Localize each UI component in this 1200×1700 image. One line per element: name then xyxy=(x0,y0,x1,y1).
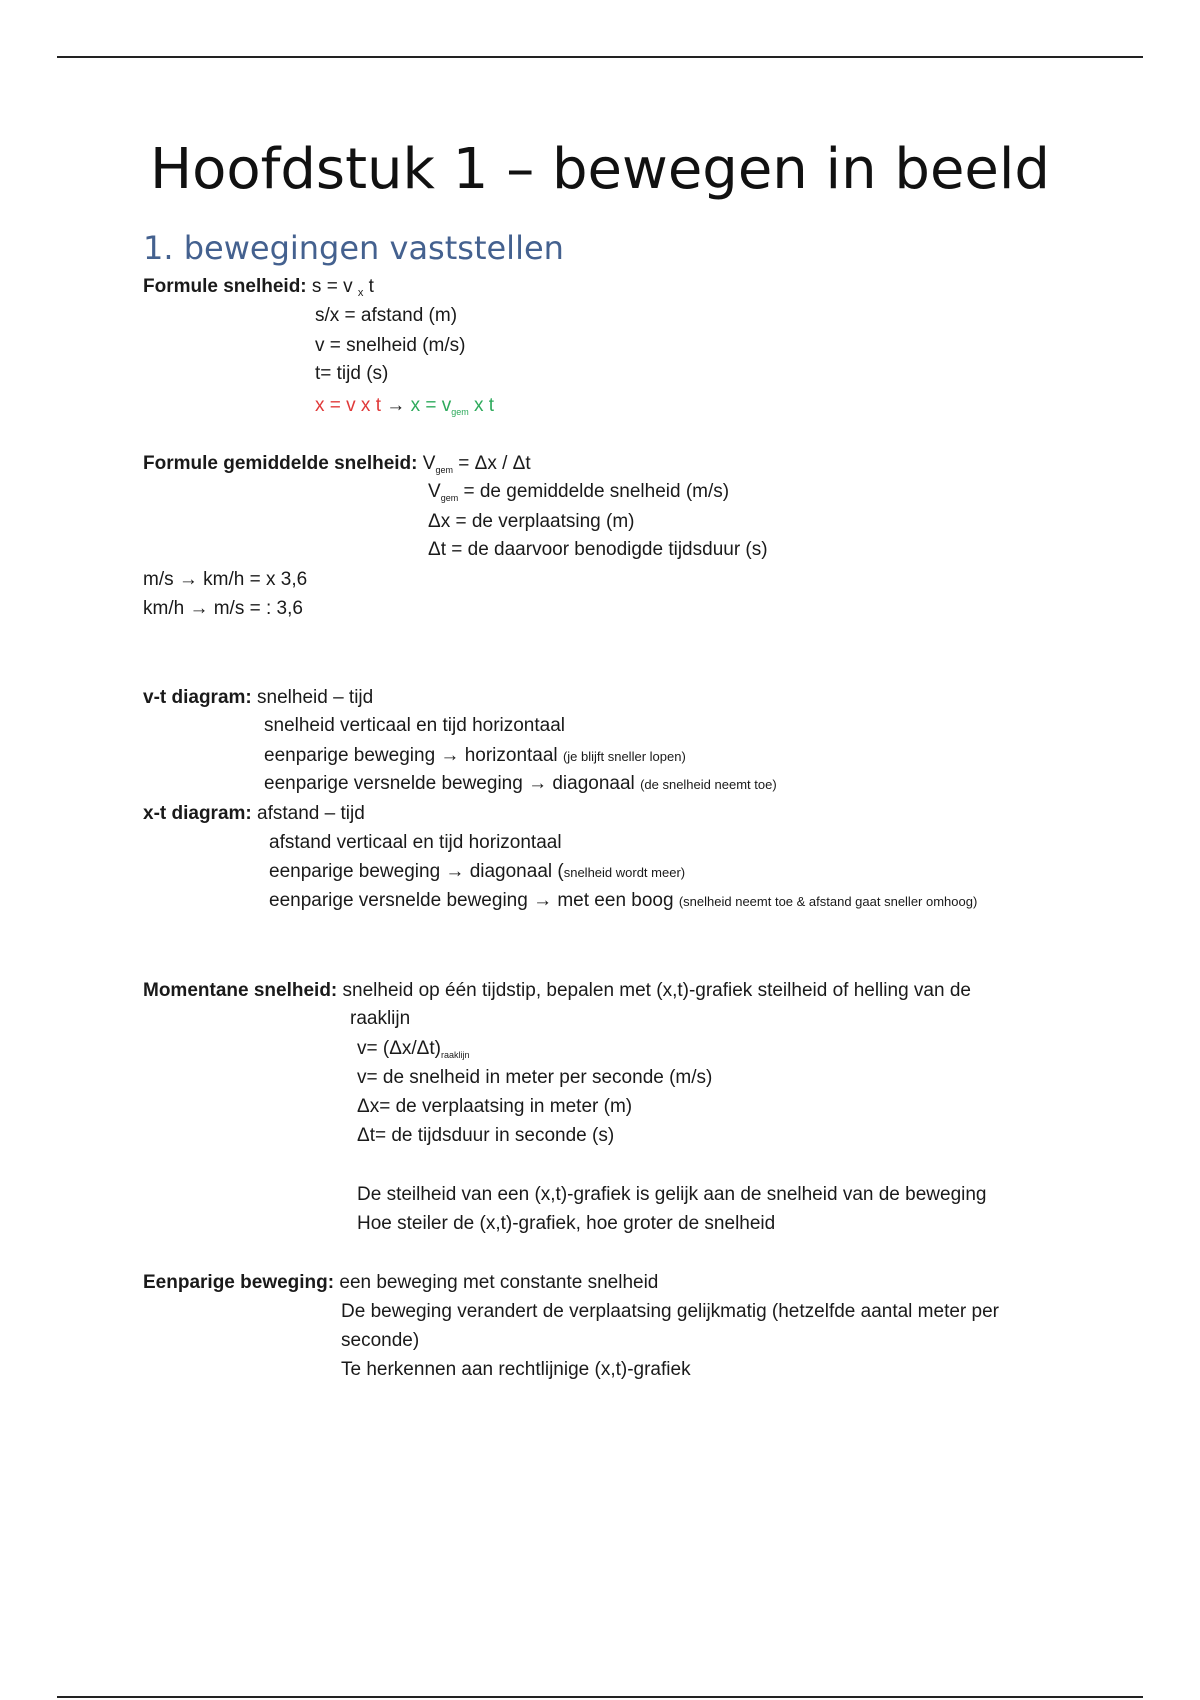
gemiddelde-v: V xyxy=(417,453,436,474)
gemiddelde-line-3: Δt = de daarvoor benodigde tijdsduur (s) xyxy=(428,539,768,560)
conversie-line-1: m/s → km/h = x 3,6 xyxy=(143,569,308,590)
snelheid-formula-a: s = v xyxy=(306,276,358,297)
momentaan-line xyxy=(143,979,971,1003)
arrow-icon: → xyxy=(386,395,406,416)
momentaan-line-1: v= de snelheid in meter per seconde (m/s) xyxy=(357,1067,713,1088)
momentaan-desc: snelheid op één tijdstip, bepalen met (x,t)-grafiek steilheid of helling van de xyxy=(337,980,971,1001)
snelheid-label: Formule snelheid: xyxy=(143,276,307,297)
page-title: Hoofdstuk 1 – bewegen in beeld xyxy=(150,137,1050,202)
top-rule xyxy=(57,56,1143,58)
vt-line-2-note: (je blijft sneller lopen) xyxy=(562,749,686,764)
vt-line-1: snelheid verticaal en tijd horizontaal xyxy=(264,715,566,736)
momentaan-formula-text: v= (Δx/Δt) xyxy=(357,1038,441,1059)
xt-line-2 xyxy=(269,860,685,885)
vt-line-3-text: eenparige versnelde beweging → diagonaal xyxy=(264,773,635,794)
xt-line-2-text: eenparige beweging → diagonaal ( xyxy=(269,861,564,882)
momentaan-formula xyxy=(357,1037,470,1067)
snelheid-colored-formula xyxy=(315,394,494,424)
gemiddelde-line-2: Δx = de verplaatsing (m) xyxy=(428,511,635,532)
vt-label: v-t diagram: xyxy=(143,687,252,708)
xt-line-3-text: eenparige versnelde beweging → met een boog xyxy=(269,890,674,911)
snelheid-line-2: v = snelheid (m/s) xyxy=(315,335,466,356)
conversie-line-2: km/h → m/s = : 3,6 xyxy=(143,598,303,619)
gemiddelde-label: Formule gemiddelde snelheid: xyxy=(143,453,418,474)
snelheid-line-3: t= tijd (s) xyxy=(315,363,389,384)
momentaan-label: Momentane snelheid: xyxy=(143,980,338,1001)
eenparig-label: Eenparige beweging: xyxy=(143,1272,335,1293)
momentaan-desc-cont: raaklijn xyxy=(350,1008,411,1029)
vt-desc: snelheid – tijd xyxy=(251,687,374,708)
green-formula-sub: gem xyxy=(451,407,469,417)
gemiddelde-line-1-sub: gem xyxy=(440,493,459,503)
eenparig-line-1: De beweging verandert de verplaatsing gelijkmatig (hetzelfde aantal meter per xyxy=(341,1301,999,1322)
eenparig-desc: een beweging met constante snelheid xyxy=(334,1272,659,1293)
snelheid-formula-x: x xyxy=(357,287,364,299)
snelheid-line-1: s/x = afstand (m) xyxy=(315,305,458,326)
xt-desc: afstand – tijd xyxy=(251,803,365,824)
vt-line-3-note: (de snelheid neemt toe) xyxy=(640,777,777,792)
momentaan-line-3: Δt= de tijdsduur in seconde (s) xyxy=(357,1125,615,1146)
vt-line-3 xyxy=(264,772,777,797)
eenparig-line-2: Te herkennen aan rechtlijnige (x,t)-grafiek xyxy=(341,1359,691,1380)
xt-line-3-note: (snelheid neemt toe & afstand gaat sneller omhoog) xyxy=(678,894,978,909)
vt-diagram-line xyxy=(143,686,373,710)
section-heading: 1. bewegingen vaststellen xyxy=(143,229,564,267)
xt-line-2-note: snelheid wordt meer) xyxy=(563,865,686,880)
gemiddelde-line-1-v: V xyxy=(428,481,441,502)
xt-label: x-t diagram: xyxy=(143,803,252,824)
green-formula-a: x = v xyxy=(410,395,452,416)
xt-line-3 xyxy=(269,889,977,914)
bottom-rule xyxy=(57,1696,1143,1698)
momentaan-line-4: De steilheid van een (x,t)-grafiek is gelijk aan de snelheid van de beweging xyxy=(357,1184,987,1205)
xt-line-1: afstand verticaal en tijd horizontaal xyxy=(269,832,562,853)
momentaan-line-2: Δx= de verplaatsing in meter (m) xyxy=(357,1096,633,1117)
gemiddelde-line-1 xyxy=(428,480,729,510)
snelheid-formula-b: t xyxy=(363,276,374,297)
vt-line-2 xyxy=(264,744,686,769)
xt-diagram-line xyxy=(143,802,365,826)
momentaan-formula-sub: raaklijn xyxy=(440,1050,470,1060)
red-formula: x = v x t xyxy=(315,395,381,416)
eenparig-line xyxy=(143,1271,658,1295)
green-formula-b: x t xyxy=(468,395,495,416)
eenparig-line-1-cont: seconde) xyxy=(341,1330,420,1351)
vt-line-2-text: eenparige beweging → horizontaal xyxy=(264,745,558,766)
snelheid-formula-line xyxy=(143,275,374,305)
gemiddelde-gem-sub: gem xyxy=(435,465,453,475)
gemiddelde-formula-rest: = Δx / Δt xyxy=(452,453,531,474)
momentaan-line-5: Hoe steiler de (x,t)-grafiek, hoe groter de snelheid xyxy=(357,1213,776,1234)
gemiddelde-line-1-rest: = de gemiddelde snelheid (m/s) xyxy=(458,481,730,502)
gemiddelde-formula-line xyxy=(143,452,531,482)
